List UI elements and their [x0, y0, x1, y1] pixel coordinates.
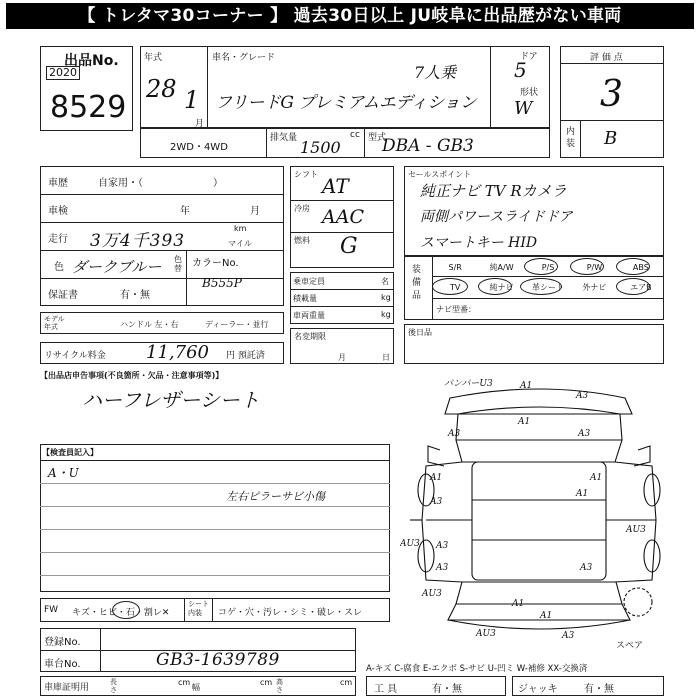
- equipment-airbag-circle: [616, 278, 650, 295]
- equipment-sr: S/R: [448, 262, 462, 272]
- mark-4: A3: [578, 429, 591, 439]
- dealer-label: ディーラー・並行: [205, 320, 269, 329]
- shape-value: W: [514, 98, 533, 119]
- capacity-label: 乗車定員: [293, 277, 325, 286]
- width-unit: cm: [260, 678, 273, 687]
- equipment-pw-circle: [570, 258, 604, 275]
- equipment-ps-circle: [524, 258, 558, 275]
- year-label: 年式: [144, 53, 163, 63]
- equipment-airbag: エアB: [630, 282, 652, 292]
- equipment-leather-seats: 革シート: [532, 282, 565, 292]
- interior-label: 内装: [566, 127, 576, 149]
- inspection-month-unit: 月: [250, 206, 260, 217]
- month-value: 1: [184, 86, 200, 114]
- equipment-abs-circle: [616, 258, 650, 275]
- reki-label: 車歴: [48, 178, 68, 189]
- fw-label: FW: [44, 605, 59, 615]
- regchange-label: 名変期限: [294, 332, 326, 341]
- fuel-value: G: [340, 234, 358, 259]
- mark-bumper: バンパーU3: [444, 379, 493, 389]
- reki-value: 自家用・（ ）: [98, 178, 223, 189]
- inspector-label: 【検査員記入】: [42, 448, 98, 457]
- mark-6: A1: [430, 473, 443, 483]
- mileage-value: 3万4千393: [90, 231, 186, 251]
- tools-label: 工 具: [374, 684, 398, 695]
- height-label: 高さ: [276, 678, 283, 694]
- inspection-label: 車検: [48, 206, 68, 217]
- lot-label: 出品No.: [64, 53, 119, 69]
- car-damage-diagram: [400, 370, 700, 662]
- mark-8: A3: [430, 497, 443, 507]
- regchange-day-unit: 日: [382, 353, 390, 362]
- weight-label: 車両重量: [293, 311, 325, 320]
- height-unit: cm: [340, 678, 353, 687]
- name-label: 車名・グレード: [212, 53, 276, 63]
- displacement-value: 1500: [300, 138, 341, 157]
- equipment-ps: P/S: [541, 262, 555, 272]
- recycle-unit: 円 預託済: [226, 351, 265, 361]
- registration-label: 登録No.: [44, 637, 81, 648]
- km-unit: km: [234, 224, 247, 233]
- mark-5: A1: [518, 417, 531, 427]
- later-items-box: [404, 324, 664, 364]
- color-label: 色: [54, 262, 64, 273]
- handle-label: ハンドル 左・右: [120, 320, 179, 329]
- equipment-oem-navi: 純ナビ: [489, 282, 514, 292]
- mark-13: A3: [436, 563, 449, 573]
- seats-value: 7人乗: [414, 63, 457, 82]
- color-no-label: カラーNo.: [192, 258, 239, 269]
- inspection-year-unit: 年: [180, 206, 190, 217]
- score-label: 評 価 点: [590, 53, 623, 63]
- fw-circle: [112, 601, 140, 619]
- equipment-abs: ABS: [632, 262, 649, 272]
- sales-point-line1: 純正ナビ TV Rカメラ: [420, 182, 567, 200]
- load-unit: kg: [381, 293, 391, 302]
- mark-12: AU3: [626, 525, 646, 535]
- recycle-value: 11,760: [146, 342, 209, 363]
- equipment-pw: P/W: [586, 262, 603, 272]
- capacity-unit: 名: [381, 277, 389, 286]
- mile-unit: マイル: [228, 239, 252, 248]
- equipment-tv: TV: [450, 282, 461, 292]
- color-change-label: 色替: [174, 255, 182, 273]
- mark-14: A3: [580, 563, 593, 573]
- drive-type: 2WD・4WD: [170, 142, 228, 153]
- mark-19: A3: [562, 631, 575, 641]
- mark-10: A3: [436, 541, 449, 551]
- equipment-leather-circle: [520, 278, 562, 295]
- sales-point-line3: スマートキー HID: [420, 235, 538, 251]
- later-items-label: 後日品: [408, 328, 432, 337]
- weight-unit: kg: [381, 310, 391, 319]
- mark-7: A1: [590, 473, 603, 483]
- spare-label: スペア: [616, 641, 644, 651]
- mileage-label: 走行: [48, 234, 68, 245]
- navi-model-label: ナビ型番：: [436, 305, 476, 314]
- inspector-note-1: A・U: [48, 466, 79, 480]
- color-value: ダークブルー: [72, 258, 162, 276]
- length-label: 長さ: [110, 678, 117, 694]
- warranty-value: 有・無: [120, 290, 150, 301]
- seat-interior-text: コゲ・穴・汚レ・シミ・破レ・スレ: [218, 608, 363, 618]
- chassis-value: GB3-1639789: [156, 650, 280, 670]
- doors-label: ドア: [520, 52, 538, 62]
- fuel-label: 燃料: [294, 236, 310, 245]
- tools-value: 有・無: [432, 684, 462, 695]
- shift-value: AT: [322, 174, 349, 198]
- load-label: 積載量: [293, 294, 317, 303]
- cooling-label: 冷房: [294, 204, 310, 213]
- warranty-label: 保証書: [48, 290, 78, 301]
- mark-18: AU3: [476, 629, 496, 639]
- inspector-box: [40, 444, 390, 592]
- jack-label: ジャッキ: [518, 684, 558, 695]
- sales-point-label: セールスポイント: [408, 170, 472, 179]
- shift-label: シフト: [294, 170, 318, 179]
- fw-text: キズ・ヒビ・石・割レ✕: [72, 608, 170, 618]
- regchange-month-unit: 月: [338, 353, 346, 362]
- equipment-tv-circle: [432, 278, 468, 295]
- displacement-unit: cc: [350, 130, 360, 140]
- damage-legend: A-キズ C-腐食 E-エクボ S-サビ U-凹ミ W-補修 XX-交換済: [366, 664, 588, 674]
- chassis-label: 車台No.: [44, 659, 81, 670]
- inspector-note-2: 左右ピラーサビ小傷: [226, 490, 325, 503]
- page-banner: 【 トレタマ30コーナー 】 過去30日以上 JU岐阜に出品歴がない車両: [6, 3, 694, 29]
- equipment-alloy-wheels: 純A/W: [489, 262, 514, 272]
- cooling-value: AAC: [322, 206, 364, 228]
- defects-label: 【出品店申告事項(不良箇所・欠品・注意事項等)】: [40, 371, 224, 380]
- jack-value: 有・無: [584, 684, 614, 695]
- model-label: 型式: [368, 133, 387, 143]
- mark-16: A1: [512, 599, 525, 609]
- mark-11: AU3: [400, 539, 420, 549]
- mark-3: A3: [448, 429, 461, 439]
- seat-interior-label: シート内装: [188, 600, 209, 617]
- car-name-value: フリードG プレミアムエディション: [215, 93, 477, 113]
- mark-2: A3: [576, 391, 589, 401]
- doors-value: 5: [514, 58, 527, 82]
- equipment-label: 装備品: [412, 265, 422, 301]
- color-no-value: B555P: [202, 276, 242, 290]
- garage-cert-label: 車庫証明用: [44, 683, 90, 693]
- model-year-label: モデル年式: [44, 315, 65, 331]
- mark-9: A1: [576, 489, 589, 499]
- sales-point-line2: 両側パワースライドドア: [420, 209, 573, 225]
- mark-17: A1: [540, 611, 553, 621]
- shape-label: 形状: [520, 88, 539, 98]
- interior-value: B: [604, 128, 618, 149]
- mark-15: AU3: [422, 589, 442, 599]
- defects-value: ハーフレザーシート: [82, 388, 260, 412]
- equipment-aftermarket-navi: 外ナビ: [582, 282, 607, 292]
- mark-1: A1: [520, 381, 533, 391]
- score-value: 3: [600, 74, 623, 115]
- month-unit: 月: [195, 119, 205, 129]
- displacement-label: 排気量: [270, 133, 298, 143]
- model-value: DBA - GB3: [382, 136, 474, 156]
- lot-number: 8529: [50, 90, 127, 125]
- lot-year-stamp: 2020: [46, 66, 80, 80]
- recycle-label: リサイクル料金: [44, 351, 106, 361]
- length-unit: cm: [178, 678, 191, 687]
- year-value: 28: [146, 75, 177, 103]
- width-label: 幅: [192, 683, 200, 692]
- equipment-navi-circle: [478, 278, 512, 295]
